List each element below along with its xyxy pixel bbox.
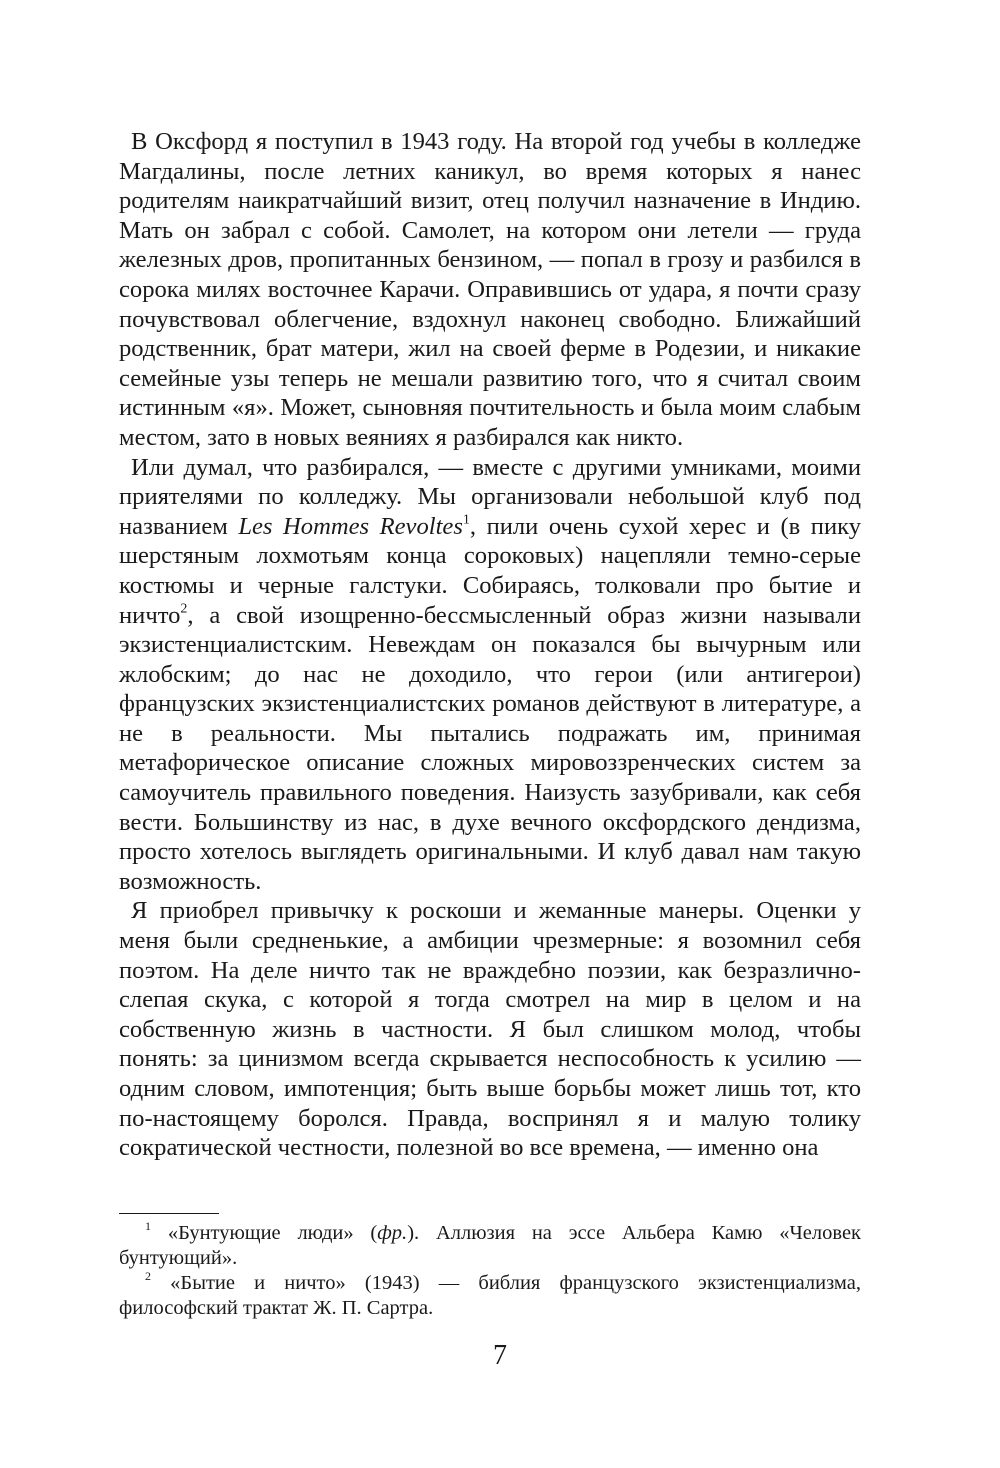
footnote-ref-2[interactable]: 2	[180, 601, 188, 616]
footnote-1	[119, 1221, 861, 1271]
paragraph-1	[119, 127, 861, 453]
footnote-2-text: «Бытие и ничто» (1943) — библия французского экзистенциализма, философский трактат Ж. П. Сартра.	[119, 1272, 861, 1319]
paragraph-2-middle: , пили очень сухой херес и (в пику шерстяным лохмотьям конца сороковых) нацепляли темно-серые костюмы и черные галстуки. Собираясь, толковали про бытие и ничто	[119, 512, 861, 629]
footnote-1-italic: фр.	[377, 1222, 408, 1244]
page-number: 7	[493, 1340, 507, 1371]
footnote-ref-1[interactable]: 1	[462, 512, 470, 528]
paragraph-2-after: , а свой изощренно-бессмысленный образ жизни называли экзистенциалистским. Невеждам он показался бы вычурным или жлобским; до нас не доходило, что герои (или антигерои) французских экзистенциалистских романов действуют в литературе, а не в реальности. Мы пытались подражать им, принимая метафорическое описание сложных мировоззренческих систем за самоучитель правильного поведения. Наизусть зазубривали, как себя вести. Большинству из нас, в духе вечного оксфордского дендизма, просто хотелось выглядеть оригинальными. И клуб давал нам такую возможность.	[119, 601, 861, 895]
footnote-1-marker: 1	[145, 1219, 151, 1233]
paragraph-3	[119, 896, 861, 1162]
footnote-divider	[119, 1213, 219, 1214]
main-text	[119, 127, 861, 1163]
footnotes	[119, 1221, 861, 1321]
footnote-1-after: ). Аллюзия на эссе Альбера Камю «Человек бунтующий».	[119, 1222, 862, 1269]
paragraph-1-text: В Оксфорд я поступил в 1943 году. На второй год учебы в колледже Магдалины, после летних каникул, во время которых я нанес родителям наикратчайший визит, отец получил назначение в Индию. Мать он забрал с собой. Самолет, на котором они летели — груда железных дров, пропитанных бензином, — попал в грозу и разбился в сорока милях восточнее Карачи. Оправившись от удара, я почти сразу почувствовал облегчение, вздохнул наконец свободно. Ближайший родственник, брат матери, жил на своей ферме в Родезии, и никакие семейные узы теперь не мешали развитию того, что я считал своим истинным «я». Может, сыновняя почтительность и была моим слабым местом, зато в новых веяниях я разбирался как никто.	[119, 128, 861, 451]
paragraph-3-text: Я приобрел привычку к роскоши и жеманные манеры. Оценки у меня были средненькие, а амбиции чрезмерные: я возомнил себя поэтом. На деле ничто так не враждебно поэзии, как безразлично-слепая скука, с которой я тогда смотрел на мир в целом и на собственную жизнь в частности. Я был слишком молод, чтобы понять: за цинизмом всегда скрывается неспособность к усилию — одним словом, импотенция; быть выше борьбы может лишь тот, кто по-настоящему боролся. Правда, воспринял я и малую толику сократической честности, полезной во все времена, — именно она	[119, 897, 861, 1162]
footnote-2-marker: 2	[145, 1269, 151, 1283]
footnote-1-before: «Бунтующие люди» (	[167, 1222, 378, 1244]
club-name: Les Hommes Revoltes	[238, 512, 463, 540]
footnote-2	[119, 1271, 861, 1321]
paragraph-2-before: Или думал, что разбирался, — вместе с другими умниками, моими приятелями по колледжу. Мы организовали небольшой клуб под названием	[119, 453, 861, 540]
paragraph-2	[119, 453, 861, 897]
